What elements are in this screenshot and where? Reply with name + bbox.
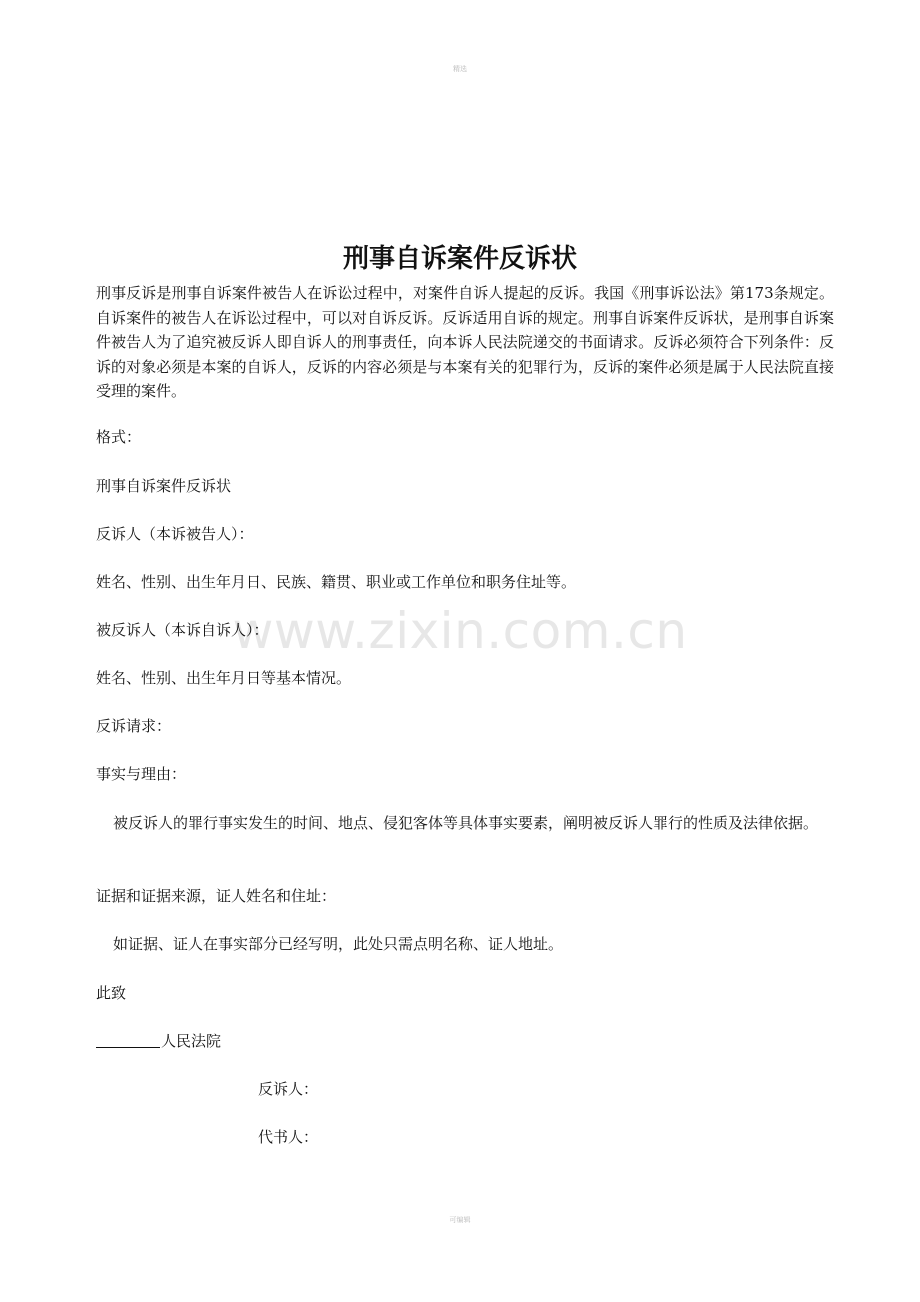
intro-paragraph: 刑事反诉是刑事自诉案件被告人在诉讼过程中，对案件自诉人提起的反诉。我国《刑事诉讼法》第173条规定。自诉案件的被告人在诉讼过程中，可以对自诉反诉。反诉适用自诉的规定。刑事自诉案件反诉状，是刑事自诉案件被告人为了追究被反诉人即自诉人的刑事责任，向本诉人民法院递交的书面请求。反诉必须符合下列条件：反诉的对象必须是本案的自诉人，反诉的内容必须是与本案有关的犯罪行为，反诉的案件必须是属于人民法院直接受理的案件。 xyxy=(96,284,834,400)
header-mark: 精选 xyxy=(453,65,467,73)
counter-defendant-detail: 姓名、性别、出生年月日等基本情况。 xyxy=(96,669,352,687)
evidence-label: 证据和证据来源，证人姓名和住址： xyxy=(96,887,337,905)
salutation: 此致 xyxy=(96,984,127,1002)
court-line xyxy=(96,1029,221,1053)
request-label: 反诉请求： xyxy=(96,717,172,735)
footer-mark: 可编辑 xyxy=(449,1216,471,1224)
format-label: 格式： xyxy=(96,428,142,446)
facts-detail: 被反诉人的罪行事实发生的时间、地点、侵犯客体等具体事实要素，阐明被反诉人罪行的性质及法律依据。 xyxy=(113,814,819,832)
document-title: 刑事自诉案件反诉状 xyxy=(342,244,577,274)
evidence-detail: 如证据、证人在事实部分已经写明，此处只需点明名称、证人地址。 xyxy=(113,935,564,953)
counter-plaintiff-detail: 姓名、性别、出生年月日、民族、籍贯、职业或工作单位和职务住址等。 xyxy=(96,573,577,591)
sign-counter-plaintiff: 反诉人： xyxy=(258,1080,319,1098)
court-suffix: 人民法院 xyxy=(161,1032,222,1050)
sign-agent: 代书人： xyxy=(258,1128,319,1146)
counter-defendant-label: 被反诉人（本诉自诉人）： xyxy=(96,621,269,639)
counter-plaintiff-label: 反诉人（本诉被告人）： xyxy=(96,525,254,543)
facts-label: 事实与理由： xyxy=(96,765,187,783)
court-name-blank xyxy=(96,1031,160,1048)
doc-name: 刑事自诉案件反诉状 xyxy=(96,477,232,495)
watermark: www.zixin.com.cn xyxy=(232,602,688,660)
